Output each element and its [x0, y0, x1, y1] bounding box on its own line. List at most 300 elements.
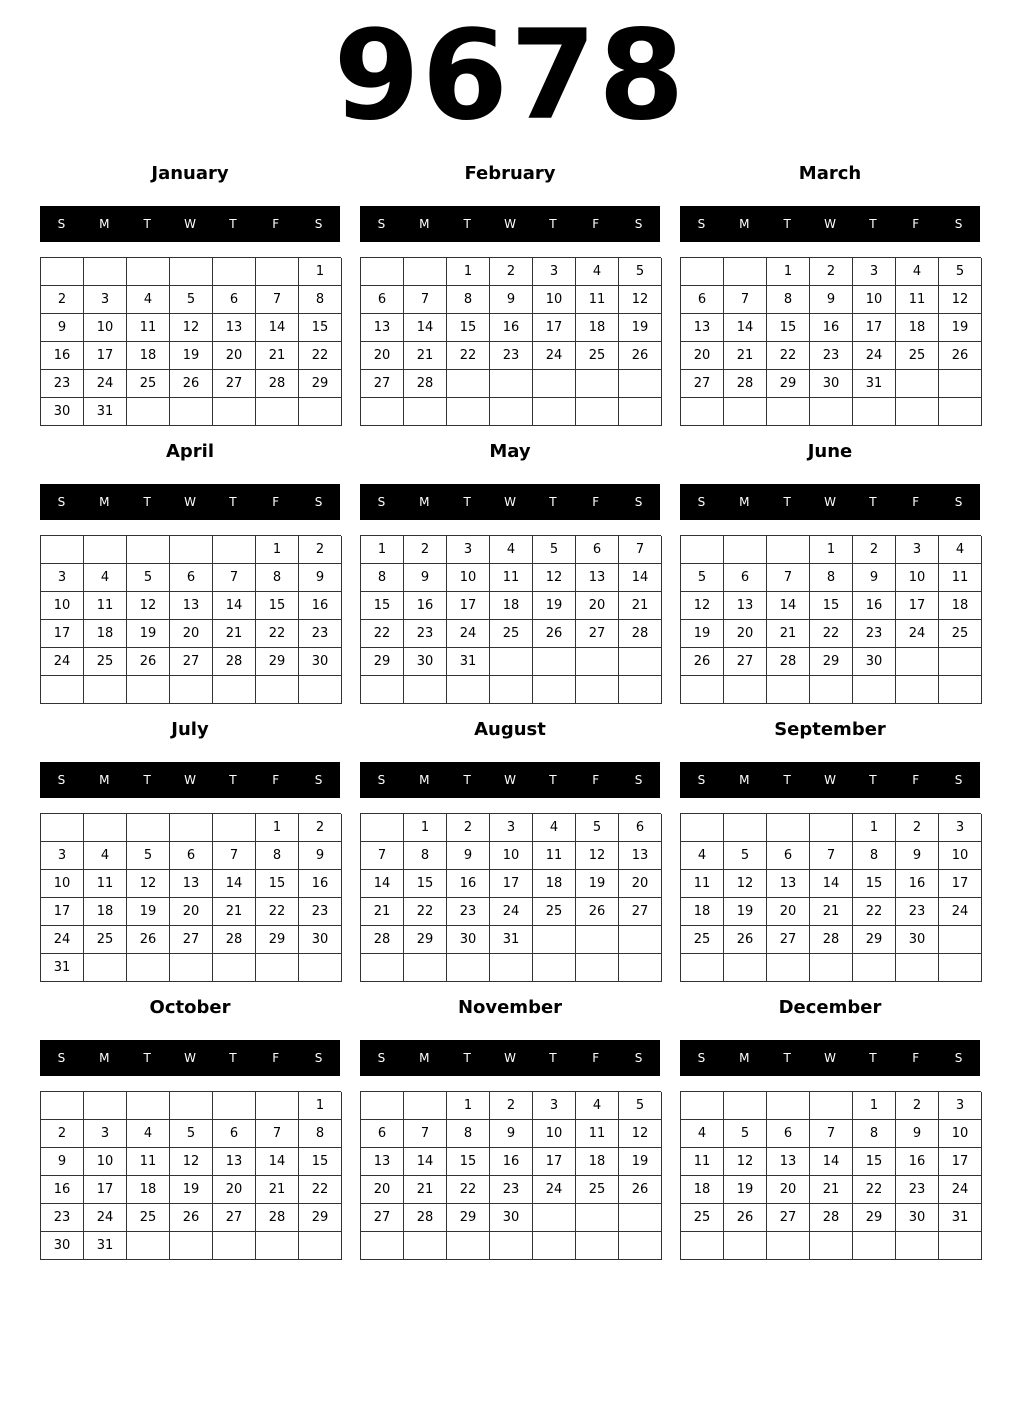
day-cell: 29 — [404, 926, 447, 954]
day-cell: 4 — [576, 1092, 619, 1120]
empty-cell — [256, 954, 299, 982]
empty-cell — [299, 954, 342, 982]
day-cell: 15 — [853, 1148, 896, 1176]
day-grid — [680, 535, 981, 704]
day-cell: 2 — [896, 814, 939, 842]
day-cell: 13 — [767, 1148, 810, 1176]
weekday-label: F — [592, 495, 600, 509]
empty-cell — [681, 398, 724, 426]
day-cell: 17 — [896, 592, 939, 620]
weekday-label: T — [143, 773, 151, 787]
empty-cell — [576, 398, 619, 426]
day-cell: 10 — [939, 842, 982, 870]
day-cell: 4 — [896, 258, 939, 286]
day-cell: 11 — [576, 286, 619, 314]
day-grid — [360, 813, 661, 982]
day-cell: 28 — [810, 926, 853, 954]
day-cell: 22 — [299, 1176, 342, 1204]
day-cell: 16 — [404, 592, 447, 620]
empty-cell — [681, 536, 724, 564]
day-cell: 3 — [447, 536, 490, 564]
day-cell: 3 — [84, 1120, 127, 1148]
empty-cell — [127, 954, 170, 982]
empty-cell — [767, 536, 810, 564]
day-cell: 25 — [533, 898, 576, 926]
day-cell: 23 — [299, 620, 342, 648]
empty-cell — [724, 536, 767, 564]
day-cell: 1 — [299, 258, 342, 286]
empty-cell — [767, 814, 810, 842]
empty-cell — [576, 926, 619, 954]
day-cell: 16 — [896, 1148, 939, 1176]
weekday-label: W — [824, 773, 836, 787]
weekday-label: S — [377, 495, 386, 509]
weekday-label: W — [504, 217, 516, 231]
day-cell: 1 — [447, 258, 490, 286]
day-cell: 4 — [533, 814, 576, 842]
weekday-label: T — [549, 495, 557, 509]
day-cell: 29 — [853, 926, 896, 954]
empty-cell — [41, 814, 84, 842]
day-cell: 1 — [256, 814, 299, 842]
day-cell: 5 — [576, 814, 619, 842]
empty-cell — [41, 258, 84, 286]
day-cell: 8 — [299, 1120, 342, 1148]
empty-cell — [619, 954, 662, 982]
weekday-label: M — [419, 1051, 430, 1065]
day-cell: 28 — [404, 1204, 447, 1232]
day-cell: 13 — [619, 842, 662, 870]
day-cell: 4 — [681, 1120, 724, 1148]
day-cell: 19 — [170, 1176, 213, 1204]
empty-cell — [853, 1232, 896, 1260]
day-cell: 12 — [724, 870, 767, 898]
weekday-label: T — [229, 217, 237, 231]
weekday-label: S — [57, 773, 66, 787]
day-cell: 19 — [681, 620, 724, 648]
empty-cell — [213, 398, 256, 426]
empty-cell — [170, 258, 213, 286]
month-name: June — [807, 441, 853, 462]
empty-cell — [256, 676, 299, 704]
day-cell: 30 — [41, 398, 84, 426]
day-cell: 15 — [404, 870, 447, 898]
weekday-label: S — [377, 773, 386, 787]
weekday-label: F — [272, 217, 280, 231]
day-cell: 25 — [490, 620, 533, 648]
empty-cell — [361, 1232, 404, 1260]
weekday-label: T — [869, 773, 877, 787]
day-cell: 21 — [404, 342, 447, 370]
empty-cell — [767, 954, 810, 982]
day-cell: 19 — [576, 870, 619, 898]
day-cell: 16 — [447, 870, 490, 898]
day-grid — [360, 257, 661, 426]
day-cell: 28 — [361, 926, 404, 954]
day-cell: 24 — [853, 342, 896, 370]
day-cell: 6 — [213, 286, 256, 314]
day-cell: 5 — [170, 286, 213, 314]
empty-cell — [84, 536, 127, 564]
weekday-label: S — [314, 1051, 323, 1065]
day-cell: 18 — [127, 1176, 170, 1204]
day-cell: 13 — [170, 592, 213, 620]
day-cell: 8 — [853, 842, 896, 870]
weekday-label: S — [697, 217, 706, 231]
weekday-header — [40, 206, 340, 242]
day-cell: 15 — [853, 870, 896, 898]
weekday-label: M — [419, 495, 430, 509]
day-cell: 20 — [724, 620, 767, 648]
day-cell: 26 — [170, 1204, 213, 1232]
day-cell: 22 — [404, 898, 447, 926]
day-cell: 17 — [447, 592, 490, 620]
day-cell: 2 — [490, 258, 533, 286]
empty-cell — [896, 676, 939, 704]
day-cell: 17 — [939, 1148, 982, 1176]
day-cell: 5 — [619, 258, 662, 286]
day-cell: 6 — [681, 286, 724, 314]
day-cell: 20 — [213, 1176, 256, 1204]
month-name: April — [165, 441, 215, 462]
day-cell: 11 — [84, 870, 127, 898]
empty-cell — [576, 954, 619, 982]
day-cell: 16 — [853, 592, 896, 620]
day-cell: 30 — [490, 1204, 533, 1232]
day-cell: 17 — [533, 1148, 576, 1176]
day-cell: 5 — [533, 536, 576, 564]
weekday-label: S — [314, 773, 323, 787]
day-cell: 17 — [41, 898, 84, 926]
day-cell: 31 — [447, 648, 490, 676]
day-cell: 1 — [853, 814, 896, 842]
day-cell: 25 — [84, 648, 127, 676]
empty-cell — [810, 954, 853, 982]
weekday-label: W — [824, 1051, 836, 1065]
day-cell: 19 — [127, 620, 170, 648]
day-cell: 12 — [576, 842, 619, 870]
day-cell: 23 — [299, 898, 342, 926]
empty-cell — [256, 258, 299, 286]
day-grid — [40, 257, 341, 426]
day-cell: 31 — [41, 954, 84, 982]
month-name: March — [798, 163, 862, 184]
day-cell: 27 — [213, 370, 256, 398]
empty-cell — [619, 1232, 662, 1260]
day-cell: 13 — [170, 870, 213, 898]
empty-cell — [213, 258, 256, 286]
day-cell: 12 — [619, 286, 662, 314]
day-cell: 1 — [404, 814, 447, 842]
empty-cell — [170, 1092, 213, 1120]
day-cell: 1 — [810, 536, 853, 564]
empty-cell — [619, 398, 662, 426]
day-cell: 3 — [41, 842, 84, 870]
day-cell: 26 — [127, 648, 170, 676]
weekday-label: S — [634, 773, 643, 787]
day-cell: 21 — [256, 1176, 299, 1204]
weekday-header — [360, 1040, 660, 1076]
day-cell: 29 — [767, 370, 810, 398]
day-cell: 24 — [84, 1204, 127, 1232]
day-cell: 11 — [127, 314, 170, 342]
empty-cell — [576, 676, 619, 704]
empty-cell — [619, 926, 662, 954]
empty-cell — [810, 1092, 853, 1120]
day-cell: 25 — [681, 1204, 724, 1232]
day-cell: 29 — [447, 1204, 490, 1232]
month-name: December — [778, 997, 882, 1018]
day-cell: 26 — [724, 1204, 767, 1232]
day-cell: 20 — [170, 620, 213, 648]
day-cell: 28 — [404, 370, 447, 398]
day-cell: 20 — [619, 870, 662, 898]
day-cell: 18 — [576, 314, 619, 342]
day-cell: 7 — [767, 564, 810, 592]
weekday-label: T — [549, 217, 557, 231]
day-cell: 19 — [724, 1176, 767, 1204]
weekday-header — [40, 1040, 340, 1076]
empty-cell — [896, 370, 939, 398]
empty-cell — [724, 1232, 767, 1260]
day-cell: 23 — [41, 370, 84, 398]
day-grid — [40, 535, 341, 704]
day-cell: 22 — [810, 620, 853, 648]
empty-cell — [681, 676, 724, 704]
empty-cell — [170, 1232, 213, 1260]
empty-cell — [447, 398, 490, 426]
day-cell: 11 — [127, 1148, 170, 1176]
day-cell: 10 — [84, 1148, 127, 1176]
empty-cell — [490, 370, 533, 398]
weekday-label: T — [143, 495, 151, 509]
day-cell: 14 — [256, 1148, 299, 1176]
empty-cell — [84, 954, 127, 982]
weekday-label: T — [549, 1051, 557, 1065]
day-cell: 29 — [361, 648, 404, 676]
weekday-label: T — [463, 773, 471, 787]
day-cell: 7 — [810, 1120, 853, 1148]
day-cell: 12 — [170, 1148, 213, 1176]
weekday-label: M — [419, 773, 430, 787]
day-grid — [40, 1091, 341, 1260]
weekday-label: T — [869, 1051, 877, 1065]
weekday-label: S — [697, 1051, 706, 1065]
weekday-label: M — [419, 217, 430, 231]
day-cell: 15 — [299, 1148, 342, 1176]
day-cell: 10 — [490, 842, 533, 870]
day-cell: 9 — [41, 314, 84, 342]
day-cell: 28 — [767, 648, 810, 676]
day-cell: 9 — [490, 1120, 533, 1148]
day-cell: 4 — [84, 564, 127, 592]
day-cell: 29 — [853, 1204, 896, 1232]
empty-cell — [170, 398, 213, 426]
day-cell: 6 — [767, 842, 810, 870]
empty-cell — [576, 370, 619, 398]
day-cell: 28 — [256, 370, 299, 398]
empty-cell — [127, 398, 170, 426]
day-cell: 23 — [896, 898, 939, 926]
day-cell: 5 — [724, 842, 767, 870]
day-cell: 10 — [447, 564, 490, 592]
day-cell: 3 — [853, 258, 896, 286]
empty-cell — [724, 1092, 767, 1120]
day-cell: 8 — [447, 1120, 490, 1148]
empty-cell — [170, 536, 213, 564]
weekday-label: M — [99, 1051, 110, 1065]
day-cell: 20 — [681, 342, 724, 370]
day-cell: 3 — [939, 1092, 982, 1120]
empty-cell — [447, 1232, 490, 1260]
day-cell: 24 — [939, 898, 982, 926]
day-cell: 30 — [853, 648, 896, 676]
day-cell: 17 — [939, 870, 982, 898]
weekday-label: T — [463, 1051, 471, 1065]
weekday-label: T — [783, 217, 791, 231]
day-cell: 28 — [810, 1204, 853, 1232]
empty-cell — [939, 398, 982, 426]
day-cell: 1 — [299, 1092, 342, 1120]
day-cell: 8 — [853, 1120, 896, 1148]
day-cell: 15 — [361, 592, 404, 620]
empty-cell — [939, 676, 982, 704]
weekday-label: T — [143, 217, 151, 231]
empty-cell — [533, 926, 576, 954]
weekday-label: M — [739, 217, 750, 231]
day-grid — [680, 257, 981, 426]
day-cell: 10 — [896, 564, 939, 592]
day-cell: 6 — [619, 814, 662, 842]
day-cell: 7 — [213, 842, 256, 870]
day-cell: 28 — [213, 648, 256, 676]
day-cell: 28 — [213, 926, 256, 954]
empty-cell — [127, 258, 170, 286]
empty-cell — [681, 258, 724, 286]
day-cell: 25 — [127, 370, 170, 398]
empty-cell — [213, 1232, 256, 1260]
day-cell: 9 — [299, 842, 342, 870]
day-cell: 20 — [361, 1176, 404, 1204]
day-cell: 5 — [127, 842, 170, 870]
day-cell: 23 — [41, 1204, 84, 1232]
weekday-label: F — [592, 1051, 600, 1065]
day-cell: 19 — [619, 1148, 662, 1176]
day-cell: 11 — [533, 842, 576, 870]
weekday-label: M — [99, 495, 110, 509]
day-cell: 2 — [41, 286, 84, 314]
day-cell: 27 — [767, 926, 810, 954]
day-cell: 1 — [767, 258, 810, 286]
day-cell: 30 — [41, 1232, 84, 1260]
empty-cell — [299, 676, 342, 704]
empty-cell — [767, 676, 810, 704]
weekday-label: S — [634, 217, 643, 231]
empty-cell — [767, 1092, 810, 1120]
empty-cell — [256, 1232, 299, 1260]
weekday-label: S — [954, 495, 963, 509]
day-cell: 13 — [361, 314, 404, 342]
weekday-label: T — [869, 495, 877, 509]
day-cell: 7 — [256, 286, 299, 314]
day-cell: 30 — [896, 926, 939, 954]
day-cell: 20 — [361, 342, 404, 370]
day-cell: 31 — [490, 926, 533, 954]
day-cell: 18 — [127, 342, 170, 370]
empty-cell — [170, 954, 213, 982]
empty-cell — [213, 954, 256, 982]
day-cell: 12 — [127, 592, 170, 620]
day-cell: 27 — [170, 648, 213, 676]
empty-cell — [361, 954, 404, 982]
day-cell: 21 — [724, 342, 767, 370]
day-cell: 24 — [490, 898, 533, 926]
day-cell: 8 — [810, 564, 853, 592]
day-cell: 11 — [681, 1148, 724, 1176]
empty-cell — [404, 1232, 447, 1260]
month-name: November — [457, 997, 563, 1018]
empty-cell — [896, 398, 939, 426]
day-cell: 8 — [404, 842, 447, 870]
day-cell: 19 — [170, 342, 213, 370]
weekday-label: W — [504, 1051, 516, 1065]
day-cell: 6 — [213, 1120, 256, 1148]
day-cell: 14 — [724, 314, 767, 342]
empty-cell — [170, 676, 213, 704]
weekday-header — [40, 484, 340, 520]
day-cell: 26 — [127, 926, 170, 954]
day-grid — [680, 1091, 981, 1260]
empty-cell — [490, 676, 533, 704]
day-cell: 12 — [724, 1148, 767, 1176]
weekday-header — [680, 1040, 980, 1076]
day-cell: 19 — [533, 592, 576, 620]
weekday-label: S — [954, 1051, 963, 1065]
day-cell: 6 — [170, 842, 213, 870]
empty-cell — [490, 398, 533, 426]
day-cell: 24 — [41, 926, 84, 954]
day-cell: 13 — [681, 314, 724, 342]
day-cell: 10 — [853, 286, 896, 314]
day-cell: 14 — [213, 870, 256, 898]
day-cell: 16 — [490, 314, 533, 342]
day-cell: 7 — [404, 1120, 447, 1148]
day-grid — [40, 813, 341, 982]
weekday-label: F — [592, 217, 600, 231]
empty-cell — [533, 1232, 576, 1260]
weekday-header — [40, 762, 340, 798]
empty-cell — [213, 676, 256, 704]
day-cell: 22 — [767, 342, 810, 370]
day-cell: 10 — [533, 1120, 576, 1148]
day-cell: 14 — [404, 1148, 447, 1176]
empty-cell — [299, 1232, 342, 1260]
day-cell: 5 — [939, 258, 982, 286]
weekday-label: S — [954, 217, 963, 231]
day-cell: 21 — [256, 342, 299, 370]
day-cell: 24 — [939, 1176, 982, 1204]
weekday-label: T — [549, 773, 557, 787]
day-cell: 17 — [533, 314, 576, 342]
day-cell: 30 — [299, 926, 342, 954]
day-cell: 15 — [447, 314, 490, 342]
day-cell: 23 — [447, 898, 490, 926]
empty-cell — [213, 1092, 256, 1120]
day-cell: 6 — [767, 1120, 810, 1148]
weekday-label: T — [783, 1051, 791, 1065]
empty-cell — [810, 814, 853, 842]
day-cell: 14 — [810, 870, 853, 898]
